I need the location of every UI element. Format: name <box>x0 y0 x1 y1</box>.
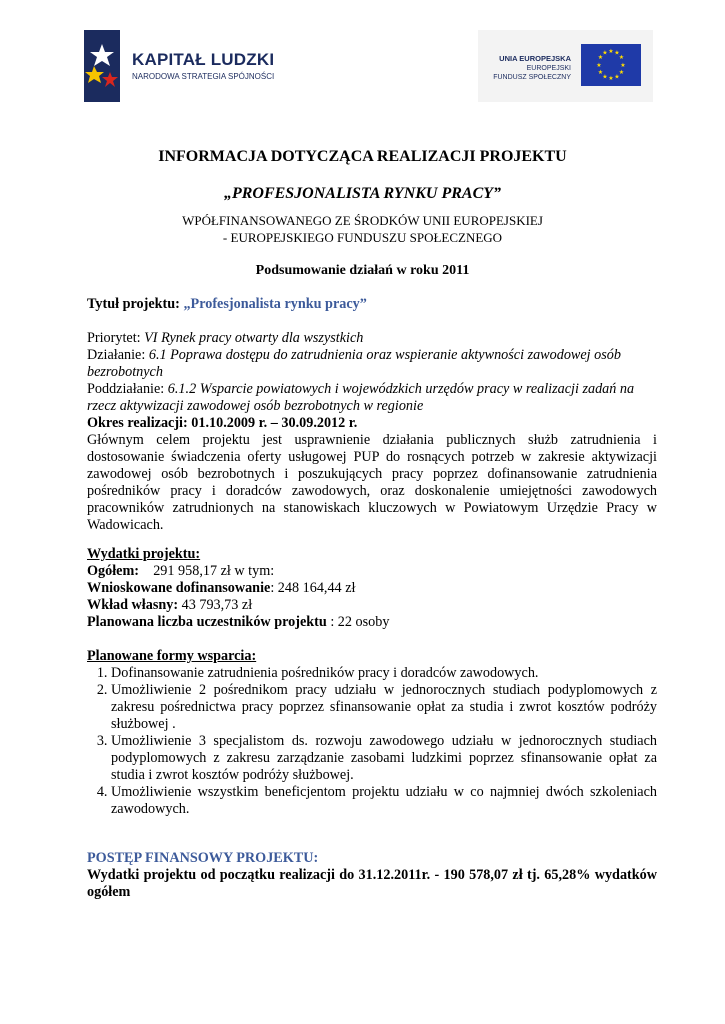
summary-heading: Podsumowanie działań w roku 2011 <box>255 263 470 278</box>
svg-text:★: ★ <box>618 54 625 61</box>
project-title-label: Tytuł projektu: <box>87 296 184 312</box>
participants-line <box>87 614 657 631</box>
participants-value: : 22 osoby <box>326 614 390 630</box>
svg-text:★: ★ <box>597 54 604 61</box>
project-goal-paragraph: Głównym celem projektu jest usprawnienie działania publicznych służb zatrudnienia i dostosowanie świadczenia oferty usługowej PUP do rosnących potrzeb w zakresie aktywizacji zawodowej osób bezrobotnych i poszukujących pracy poprzez dofinansowanie zatrudnienia pośredników pracy i doradców zawodowych, oraz doskonalenie umiejętności zawodowych pracowników zatrudnionych na stanowiskach kluczowych w Powiatowym Urzędzie Pracy w Wadowicach. <box>87 432 657 533</box>
kapital-ludzki-subtitle: NARODOWA STRATEGIA SPÓJNOŚCI <box>132 72 275 81</box>
eu-logo-text <box>493 54 571 83</box>
cofinancing-line-2: - EUROPEJSKIEGO FUNDUSZU SPOŁECZNEGO <box>222 230 503 245</box>
priority-value: VI Rynek pracy otwarty dla wszystkich <box>144 330 364 346</box>
period-line: Okres realizacji: 01.10.2009 r. – 30.09.2012 r. <box>87 415 358 431</box>
expenses-own-line <box>87 597 657 614</box>
submeasure-line <box>87 381 657 415</box>
priority-line <box>87 330 657 347</box>
financial-progress-text: Wydatki projektu od początku realizacji do 31.12.2011r. - 190 578,07 zł tj. 65,28% wydatków ogółem <box>87 867 657 900</box>
expenses-own-value: 43 793,73 zł <box>181 597 253 613</box>
participants-label: Planowana liczba uczestników projektu <box>87 614 327 630</box>
expenses-requested-line <box>87 580 657 597</box>
eu-logo-line3: FUNDUSZ SPOŁECZNY <box>493 74 571 81</box>
support-form-item: 3. Umożliwienie 3 specjalistom ds. rozwoju zawodowego udziału w jednorocznych studiach podyplomowych z zakresu zarządzanie zasobami ludzkimi poprzez sfinansowanie opłat za studia i zwrot kosztów podróży służbowej. <box>111 733 657 784</box>
svg-text:★: ★ <box>597 69 604 76</box>
eu-logo-line1: UNIA EUROPEJSKA <box>499 54 571 63</box>
project-title-value: „Profesjonalista rynku pracy” <box>183 296 367 312</box>
expenses-total-line <box>87 563 657 580</box>
expenses-own-label: Wkład własny: <box>87 597 182 613</box>
expenses-total-value: 291 958,17 zł w tym: <box>153 563 275 579</box>
support-form-item: 2. Umożliwienie 2 pośrednikom pracy udziału w jednorocznych studiach podyplomowych z zakresu pośrednictwa pracy poprzez sfinansowanie opłat za studia i zwrot kosztów podróży służbowej . <box>111 682 657 733</box>
expenses-requested-label: Wnioskowane dofinansowanie <box>87 580 271 596</box>
support-forms-list <box>87 665 657 818</box>
eu-logo-line2: EUROPEJSKI <box>526 64 571 72</box>
expenses-heading: Wydatki projektu: <box>87 546 201 562</box>
svg-text:★: ★ <box>602 73 608 81</box>
svg-text:★: ★ <box>608 75 614 82</box>
eu-logo <box>478 30 653 102</box>
kapital-ludzki-logo <box>84 30 294 102</box>
support-forms-heading: Planowane formy wsparcia: <box>87 648 257 664</box>
kapital-ludzki-emblem-icon <box>84 30 120 102</box>
submeasure-value: 6.1.2 Wsparcie powiatowych i wojewódzkich urzędów pracy w realizacji zadań na rzecz aktywizacji zawodowej osób bezrobotnych w regionie <box>87 381 635 414</box>
document-title: INFORMACJA DOTYCZĄCA REALIZACJI PROJEKTU <box>158 148 567 165</box>
eu-flag-icon <box>581 44 641 86</box>
priority-label: Priorytet: <box>87 330 145 346</box>
svg-text:★: ★ <box>614 73 620 81</box>
svg-text:★: ★ <box>608 48 614 55</box>
kapital-ludzki-title: KAPITAŁ LUDZKI <box>132 50 275 69</box>
svg-text:★: ★ <box>602 49 608 57</box>
support-forms-list-wrap <box>87 665 657 818</box>
expenses-requested-value: : 248 164,44 zł <box>270 580 356 596</box>
measure-label: Działanie: <box>87 347 149 363</box>
financial-progress-heading: POSTĘP FINANSOWY PROJEKTU: <box>87 850 319 866</box>
expenses-total-label: Ogółem: <box>87 563 140 579</box>
svg-text:★: ★ <box>614 49 620 57</box>
support-form-item: 1. Dofinansowanie zatrudnienia pośredników pracy i doradców zawodowych. <box>111 665 657 682</box>
submeasure-label: Poddziałanie: <box>87 381 168 397</box>
svg-text:★: ★ <box>596 62 602 69</box>
support-form-item: 4. Umożliwienie wszystkim beneficjentom projektu udziału w co najmniej dwóch szkoleniach zawodowych. <box>111 784 657 818</box>
svg-text:★: ★ <box>620 62 626 69</box>
measure-line <box>87 347 657 381</box>
cofinancing-line-1: WPÓŁFINANSOWANEGO ZE ŚRODKÓW UNII EUROPEJSKIEJ <box>182 213 543 228</box>
svg-text:★: ★ <box>618 69 625 76</box>
project-title-line <box>87 296 657 313</box>
measure-value: 6.1 Poprawa dostępu do zatrudnienia oraz wspieranie aktywności zawodowej osób bezrobotnych <box>87 347 621 380</box>
project-name-heading: „PROFESJONALISTA RYNKU PRACY” <box>223 185 502 202</box>
